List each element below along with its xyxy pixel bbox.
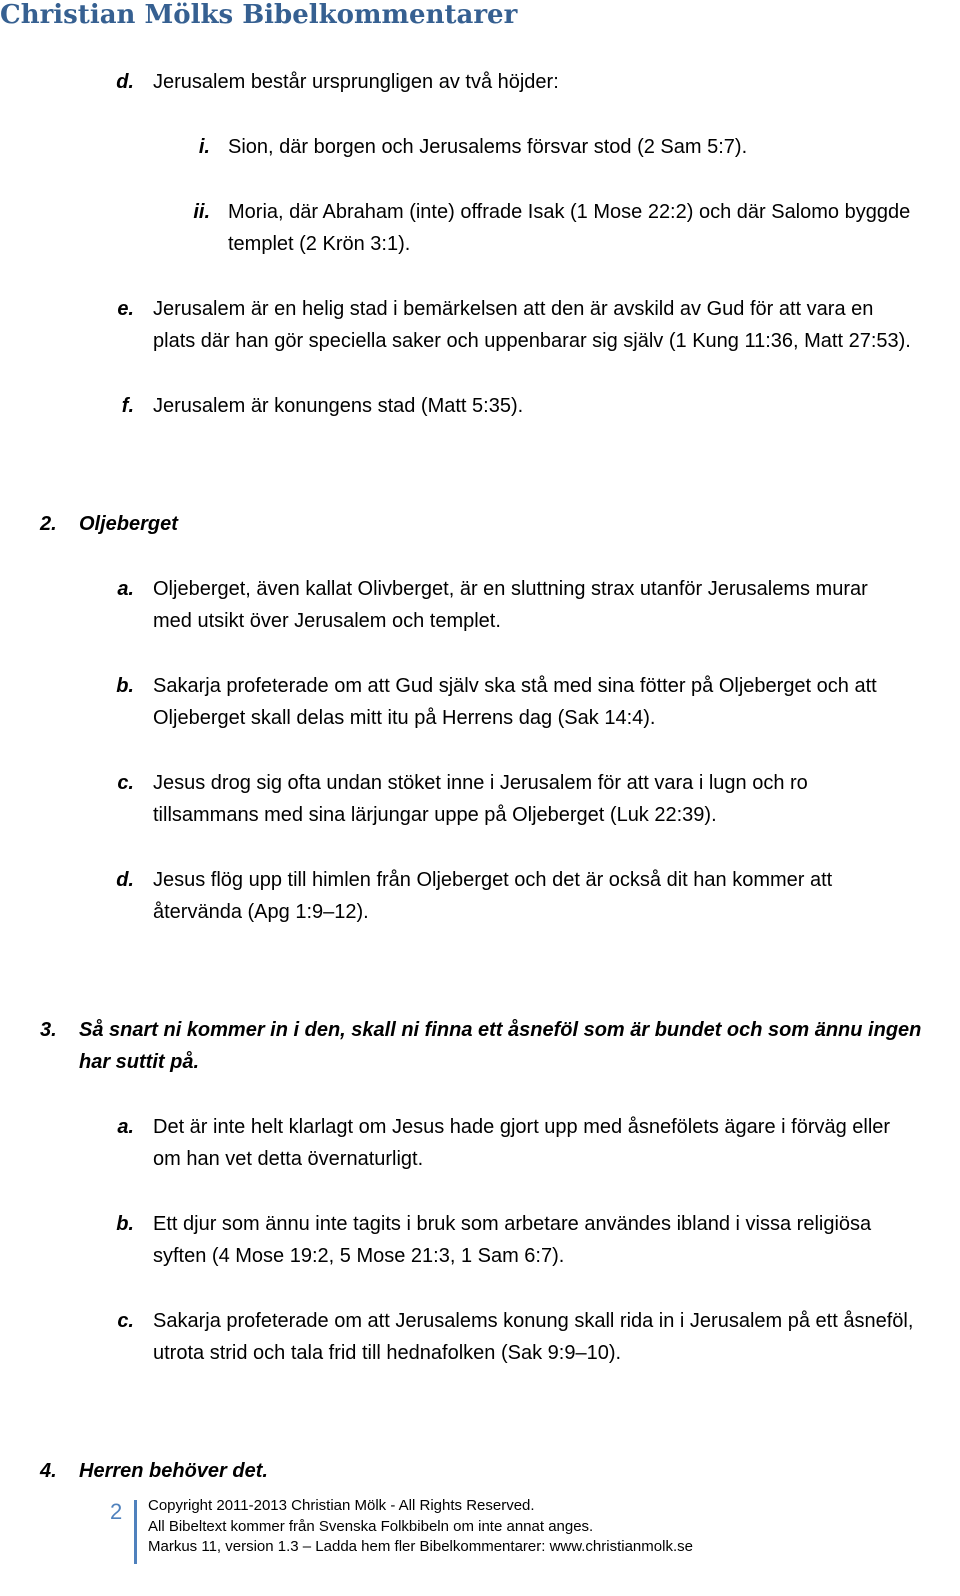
- footer-divider: [134, 1500, 137, 1564]
- list-item-text: Oljeberget, även kallat Olivberget, är en sluttning strax utanför Jerusalems murar med utsikt över Jerusalem och templet.: [153, 578, 868, 632]
- list-item-text: Jerusalem är en helig stad i bemärkelsen att den är avskild av Gud för att vara en plats där han gör speciella saker och uppenbarar sig själv (1 Kung 11:36, Matt 27:53).: [153, 298, 911, 352]
- list-item-text: Sakarja profeterade om att Jerusalems konung skall rida in i Jerusalem på ett åsneföl, utrota strid och tala frid till hednafolken (Sak 9:9–10).: [153, 1310, 914, 1364]
- list-marker: i.: [198, 136, 210, 158]
- list-item-text: Jesus flög upp till himlen från Oljeberget och det är också dit han kommer att återvända (Apg 1:9–12).: [153, 869, 833, 923]
- list-marker: d.: [116, 71, 134, 93]
- list-item-text: Sakarja profeterade om att Gud själv ska stå med sina fötter på Oljeberget och att Oljeberget skall delas mitt itu på Herrens dag (Sak 14:4).: [153, 675, 877, 729]
- list-marker: c.: [117, 772, 134, 794]
- section-number: 2.: [40, 513, 57, 535]
- list-marker: f.: [121, 395, 134, 417]
- list-marker: e.: [117, 298, 134, 320]
- list-item-text: Jerusalem är konungens stad (Matt 5:35).: [153, 395, 524, 417]
- list-marker: a.: [117, 1116, 134, 1138]
- list-marker: a.: [117, 578, 134, 600]
- section-heading-text: Oljeberget: [79, 513, 178, 535]
- list-item-text: Jerusalem består ursprungligen av två höjder:: [153, 71, 559, 93]
- list-marker: c.: [117, 1310, 134, 1332]
- list-item-text: Jesus drog sig ofta undan stöket inne i Jerusalem för att vara i lugn och ro tillsammans med sina lärjungar uppe på Oljeberget (Luk 22:39).: [153, 772, 808, 826]
- document-header-title: Christian Mölks Bibelkommentarer: [0, 0, 518, 30]
- footer-copyright: Copyright 2011-2013 Christian Mölk - All Rights Reserved.: [148, 1497, 535, 1514]
- footer-version-link: Markus 11, version 1.3 – Ladda hem fler Bibelkommentarer: www.christianmolk.se: [148, 1538, 693, 1555]
- footer-bible-note: All Bibeltext kommer från Svenska Folkbibeln om inte annat anges.: [148, 1517, 594, 1535]
- list-marker: d.: [116, 869, 134, 891]
- section-number: 4.: [40, 1460, 57, 1482]
- section-heading-text: Så snart ni kommer in i den, skall ni finna ett åsneföl som är bundet och som ännu ingen har suttit på.: [79, 1019, 922, 1073]
- list-marker: b.: [116, 1213, 134, 1235]
- list-item-text: Ett djur som ännu inte tagits i bruk som arbetare användes ibland i vissa religiösa syften (4 Mose 19:2, 5 Mose 21:3, 1 Sam 6:7).: [153, 1213, 872, 1267]
- list-marker: b.: [116, 675, 134, 697]
- page-number: 2: [110, 1499, 123, 1524]
- list-item-text: Sion, där borgen och Jerusalems försvar stod (2 Sam 5:7).: [228, 136, 748, 158]
- list-marker: ii.: [193, 201, 210, 223]
- list-item-text: Moria, där Abraham (inte) offrade Isak (1 Mose 22:2) och där Salomo byggde templet (2 Krön 3:1).: [228, 201, 911, 255]
- section-heading-text: Herren behöver det.: [79, 1460, 268, 1482]
- footer-text: [148, 1496, 693, 1558]
- list-item-text: Det är inte helt klarlagt om Jesus hade gjort upp med åsnefölets ägare i förväg eller om han vet detta övernaturligt.: [153, 1116, 891, 1170]
- section-number: 3.: [40, 1019, 57, 1041]
